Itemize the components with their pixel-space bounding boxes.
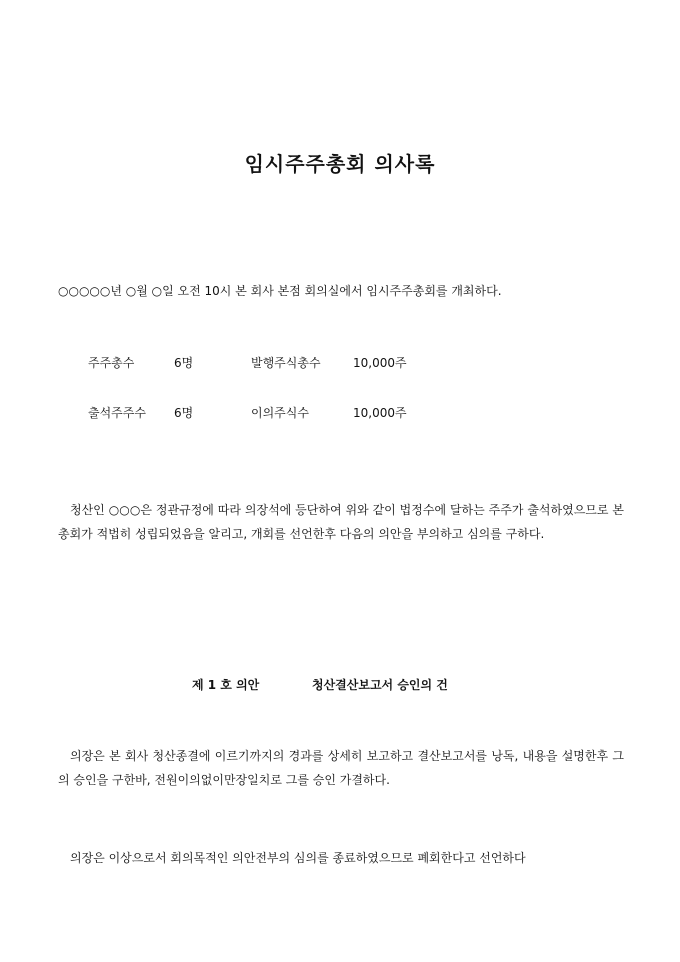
opening-paragraph: 청산인 ○○○은 정관규정에 따라 의장석에 등단하여 위와 같이 법정수에 달하는 주주가 출석하였으므로 본 총회가 적법히 성립되었음을 알리고, 개회를 선언한후 다음의 의안을 부의하고 심의를 구하다. [58, 503, 624, 541]
closing-paragraph: 의장은 이상으로서 회의목적인 의안전부의 심의를 종료하였으므로 폐회한다고 선언하다 [70, 851, 526, 865]
agenda-number: 제 1 호 의안 [192, 678, 260, 692]
objection-shares-label: 이의주식수 [251, 406, 309, 420]
objection-shares-value: 10,000주 [353, 406, 407, 420]
attending-shareholders-label: 출석주주수 [88, 406, 146, 420]
total-shareholders-value: 6명 [174, 356, 194, 370]
issued-shares-value: 10,000주 [353, 356, 407, 370]
agenda-paragraph: 의장은 본 회사 청산종결에 이르기까지의 경과를 상세히 보고하고 결산보고서를 낭독, 내용을 설명한후 그의 승인을 구한바, 전원이의없이만장일치로 그를 승인 가결하다. [58, 749, 624, 787]
agenda-name: 청산결산보고서 승인의 건 [312, 678, 448, 692]
total-shareholders-label: 주주총수 [88, 356, 135, 370]
meeting-intro: ○○○○○년 ○월 ○일 오전 10시 본 회사 본점 회의실에서 임시주주총회를 개최하다. [58, 284, 502, 298]
document-title: 임시주주총회 의사록 [244, 152, 436, 176]
issued-shares-label: 발행주식총수 [251, 356, 321, 370]
attending-shareholders-value: 6명 [174, 406, 194, 420]
